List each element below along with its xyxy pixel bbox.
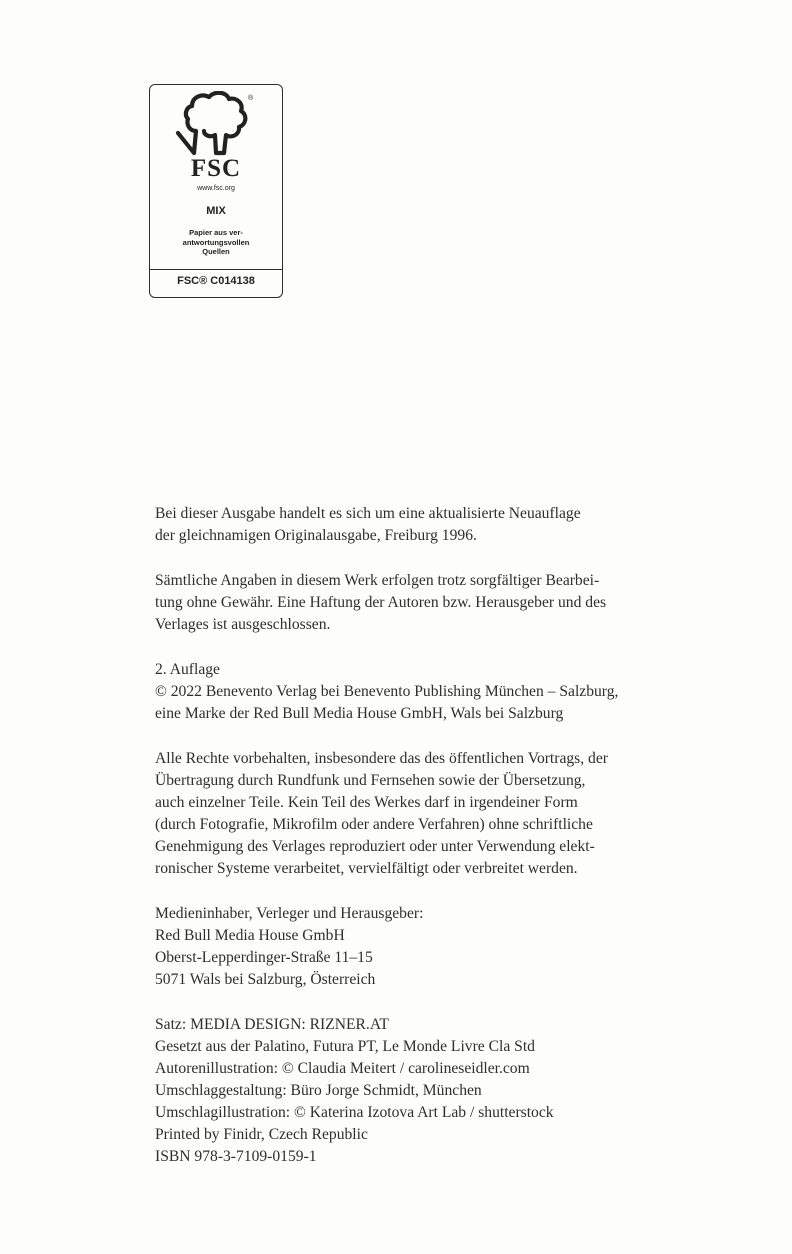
rights-line: Genehmigung des Verlages reproduziert oder unter Verwendung elekt- <box>155 838 595 855</box>
production-line: Umschlaggestaltung: Büro Jorge Schmidt, München <box>155 1082 482 1099</box>
production-line: Satz: MEDIA DESIGN: RIZNER.AT <box>155 1016 389 1033</box>
disclaimer-line: Sämtliche Angaben in diesem Werk erfolgen trotz sorgfältiger Bearbei- <box>155 572 600 589</box>
copyright-notice <box>155 659 785 725</box>
fsc-divider <box>150 269 282 270</box>
disclaimer-line: Verlages ist ausgeschlossen. <box>155 616 331 633</box>
fsc-claim <box>156 228 276 257</box>
disclaimer <box>155 570 785 636</box>
copyright-line: eine Marke der Red Bull Media House GmbH, Wals bei Salzburg <box>155 705 564 722</box>
edition-note-line: der gleichnamigen Originalausgabe, Freiburg 1996. <box>155 527 477 544</box>
rights-line: Übertragung durch Rundfunk und Fernsehen sowie der Übersetzung, <box>155 772 586 789</box>
edition-number: 2. Auflage <box>155 661 220 678</box>
fsc-url: www.fsc.org <box>197 185 235 192</box>
production-line: Autorenillustration: © Claudia Meitert / carolineseidler.com <box>155 1060 530 1077</box>
fsc-logo <box>149 84 283 298</box>
fsc-claim-line: antwortungsvollen <box>182 237 250 247</box>
copyright-line: © 2022 Benevento Verlag bei Benevento Publishing München – Salzburg, <box>155 683 619 700</box>
rights-line: Alle Rechte vorbehalten, insbesondere das des öffentlichen Vortrags, der <box>155 750 608 767</box>
production-line: Umschlagillustration: © Katerina Izotova Art Lab / shutterstock <box>155 1104 554 1121</box>
production-line: Gesetzt aus der Palatino, Futura PT, Le Monde Livre Cla Std <box>155 1038 535 1055</box>
publisher-line: Medieninhaber, Verleger und Herausgeber: <box>155 905 424 922</box>
publisher-line: Red Bull Media House GmbH <box>155 927 345 944</box>
edition-note <box>155 503 785 547</box>
disclaimer-line: tung ohne Gewähr. Eine Haftung der Autoren bzw. Herausgeber und des <box>155 594 607 611</box>
imprint <box>155 503 785 1191</box>
rights-line: (durch Fotografie, Mikrofilm oder andere Verfahren) ohne schriftliche <box>155 816 593 833</box>
isbn: ISBN 978-3-7109-0159-1 <box>155 1148 317 1165</box>
fsc-license-code: FSC® C014138 <box>177 275 255 287</box>
fsc-name: FSC <box>190 155 242 182</box>
production-credits <box>155 1014 785 1168</box>
production-line: Printed by Finidr, Czech Republic <box>155 1126 368 1143</box>
rights-line: auch einzelner Teile. Kein Teil des Werkes darf in irgendeiner Form <box>155 794 578 811</box>
rights-line: ronischer Systeme verarbeitet, vervielfältigt oder verbreitet werden. <box>155 860 578 877</box>
fsc-claim-line: Papier aus ver- <box>189 228 243 237</box>
registered-mark: ® <box>248 95 254 102</box>
rights-notice <box>155 748 785 880</box>
edition-note-line: Bei dieser Ausgabe handelt es sich um eine aktualisierte Neuauflage <box>155 505 581 522</box>
fsc-checkmark-tree-icon <box>172 91 256 161</box>
publisher-address <box>155 903 785 991</box>
publisher-line: Oberst-Lepperdinger-Straße 11–15 <box>155 949 373 966</box>
fsc-claim-line: Quellen <box>202 247 230 256</box>
fsc-mix-label: MIX <box>206 205 226 217</box>
publisher-line: 5071 Wals bei Salzburg, Österreich <box>155 971 376 988</box>
